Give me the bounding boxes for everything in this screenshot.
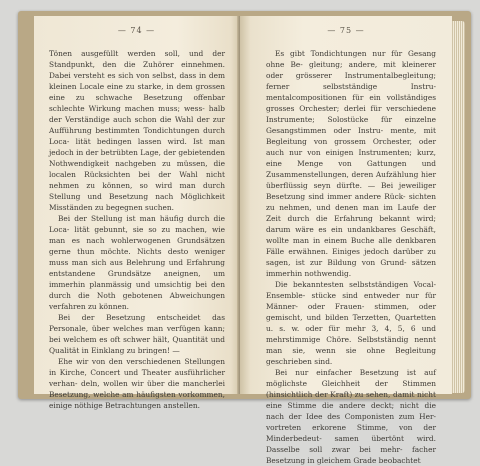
text-line: einem Buche alle denkbaren Fälle erwähnen. Einiges: [266, 236, 436, 256]
text-line: um immerhin planmässig und umsichtig bei den: [49, 269, 225, 289]
text-line: deren Aufzählung hier überflüssig seyn dürfte. —: [266, 170, 436, 190]
text-line: zu bringen! —: [126, 346, 180, 355]
text-line: jedoch darüber zu sagen, ist zur Bildung von Grund-: [266, 247, 436, 267]
text-line: Orchester; derlei für verschiedene Instrumente;: [266, 104, 436, 124]
paragraph: [49, 356, 225, 411]
text-line: Aufführung bestimmten Tondichtungen durch Loca-: [49, 126, 225, 146]
text-line: Nichts desto weniger muss man sich aus Belehrung: [49, 247, 225, 267]
text-line: wenn sie ohne Begleitung geschrieben sind.: [266, 346, 436, 366]
text-line: facher Besetzung in gleichem Grade beobachtet: [266, 445, 436, 465]
text-line: deln, wollen wir über die mancherlei Besetzung,: [49, 379, 225, 399]
text-line: offenbar schlechte Wirkung machen muss; wess-: [49, 93, 225, 113]
text-line: Bei der Besetzung entscheidet das Personale,: [49, 313, 225, 333]
text-line: vortreten erkorene Stimme, von der Minderbedeut-: [266, 423, 436, 443]
text-line: Tönen ausgefüllt werden soll, und der Standpunkt,: [49, 49, 225, 69]
text-line: Bei der Stellung ist man häufig durch die Loca-: [49, 214, 225, 234]
text-line: sichten zu nehmen, und denen man im Laufe der: [266, 192, 436, 212]
text-line: auch nur von einigen Instrumenten; kurz, eine: [266, 148, 436, 168]
text-line: durch die Noth gebotenen Abweichungen verfahren: [49, 291, 225, 311]
text-line: Die bekanntesten selbstständigen Vocal-Ensemble-: [266, 280, 436, 300]
page-number-right: — 75 —: [327, 26, 365, 35]
text-line: nicht die nach der Idee des Componisten zum Her-: [266, 401, 437, 421]
text-line: Es gibt Tondichtungen nur für Gesang ohne Be-: [266, 49, 436, 69]
text-line: wäre es ein undankbares Geschäft, wollte man in: [266, 225, 436, 245]
text-line: Betrachtungen anstellen.: [105, 401, 200, 410]
text-line: sätzen immerhin nothwendig.: [266, 258, 436, 278]
text-line: Quartetten u. s. w. oder für mehr 3, 4, 5, 6 und: [266, 313, 436, 333]
paragraph: [49, 312, 225, 356]
text-line: mehrstimmige Chöre. Selbstständig nennt man sie,: [266, 335, 436, 355]
text-line: über welches man verfügen kann; bei welchem es: [49, 324, 225, 344]
text-line: der Wahl nicht nehmen zu können, so wird man: [49, 170, 226, 190]
text-line: Kirche, Concert und Theater ausführlicher verhan-: [49, 368, 225, 388]
text-line: Bei nur einfacher Besetzung ist auf möglichste: [266, 368, 436, 388]
left-page: [34, 16, 239, 410]
text-line: betrübten Lage, der gebietenden Nothwendigkeit: [49, 148, 225, 168]
text-line: welche am häufigsten vorkommen, einige nöthige: [49, 390, 225, 410]
text-line: Zeit durch die Erfahrung bekannt wird; darum: [266, 214, 436, 234]
text-line: stücke sind entweder nur für Männer- oder Frauen-: [266, 291, 436, 311]
right-page-text: [266, 48, 436, 466]
text-line: Misständen zu begegnen suchen.: [49, 203, 174, 212]
text-line: Menge von Gattungen und Zusammenstellungen,: [266, 159, 436, 179]
text-line: den die Zuhörer einnehmen. Dabei versteht es sich: [49, 60, 225, 80]
text-line: mentalcompositionen für ein vollständiges grosses: [266, 93, 436, 113]
text-line: Solostücke für einzelne Gesangstimmen oder Instru-: [266, 115, 436, 135]
paragraph: [266, 367, 436, 466]
text-line: starke, in dem grossen eine zu schwache Besetzung: [49, 82, 225, 102]
text-line: von selbst, dass in dem kleinen Locale eine zu: [49, 71, 225, 91]
paragraph: [49, 48, 225, 213]
paragraph: [266, 279, 436, 367]
text-line: sehen, damit nicht eine Stimme die andere deckt;: [266, 390, 436, 410]
paragraph: [266, 48, 436, 279]
page-number-left: — 74 —: [117, 26, 156, 35]
text-line: Ehe wir von den verschiedenen Stellungen in: [49, 357, 225, 377]
left-page-text: [49, 48, 225, 411]
text-line: samen übertönt wird. Dasselbe soll zwar bei mehr-: [266, 434, 436, 454]
right-page: [240, 16, 452, 465]
text-line: wohlerwogenen Grundsätzen gerne thun möchte.: [49, 236, 225, 256]
text-line: lität gebunnt, sie so zu machen, wie man es nach: [49, 225, 226, 245]
text-line: oft schwer hält, Quantität und Qualität in Einklang: [49, 335, 225, 355]
text-line: nachgeben zu müssen, die localen Rücksichten bei: [49, 159, 225, 179]
text-line: halb der Verständige auch schon die Wahl der zur: [49, 104, 225, 124]
text-line: und Erfahrung entstandene Grundsätze aneignen,: [49, 258, 225, 278]
text-line: stimmen, oder gemischt, und bilden Terzetten,: [266, 302, 436, 322]
text-line: gleitung; andere, mit kleinerer oder grösserer: [266, 60, 436, 80]
text-line: zu können.: [88, 302, 129, 311]
text-line: Gleichheit der Stimmen (hinsichtlich der Kraft) zu: [266, 379, 436, 399]
text-line: durch Stellung und Besetzung nach Möglichkeit: [49, 181, 225, 201]
paragraph: [49, 213, 225, 312]
text-line: Instrumentalbegleitung; ferner selbstständige Instru-: [266, 71, 436, 91]
text-line: mente, mit Begleitung von grossem Orchester, oder: [266, 126, 436, 146]
text-line: lität bedingen lassen wird. Ist man jedoch in der: [49, 137, 226, 157]
text-line: Bei jeweiliger Besetzung sind immer andere Rück-: [266, 181, 436, 201]
